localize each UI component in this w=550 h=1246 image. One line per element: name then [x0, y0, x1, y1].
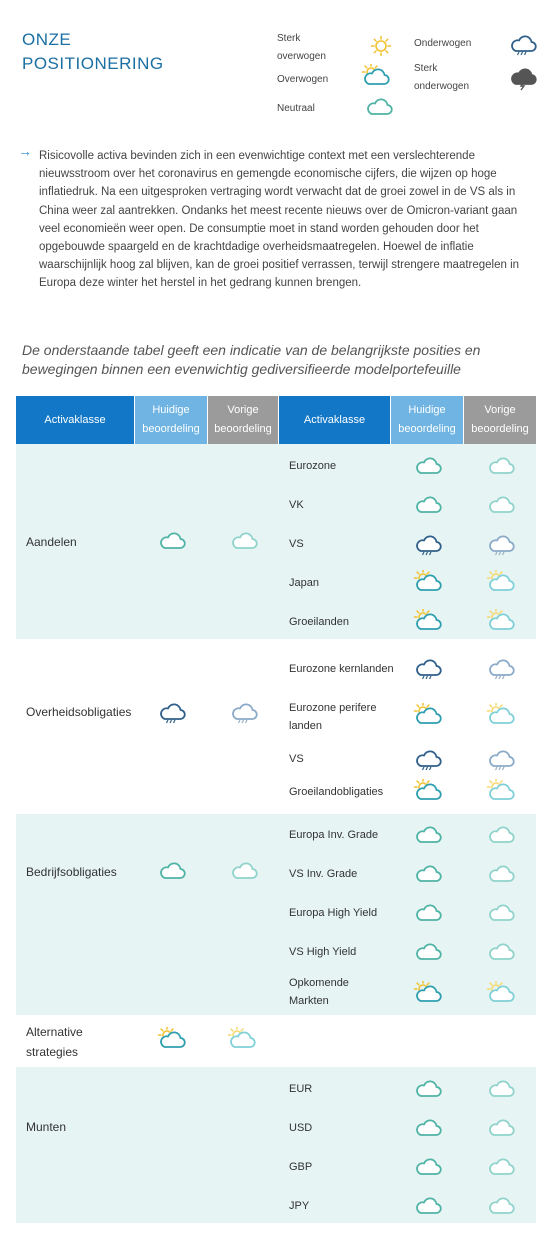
table-row: Eurozone perifere landen — [279, 696, 536, 738]
group-corporate-bonds — [16, 814, 536, 1015]
legend-label-overweight: Overwogen — [277, 74, 329, 85]
cloud-icon — [364, 94, 394, 118]
table-caption: De onderstaande tabel geeft een indicatie van de belangrijkste posities en bewegingen binnen een evenwichtig gediversifieerde modelportefeuille — [22, 342, 481, 377]
group-label: Overheidsobligaties — [26, 705, 132, 719]
legend-label-strongly-underweight: Sterk onderwogen — [414, 63, 470, 92]
group-label: Munten — [26, 1120, 67, 1134]
rain-cloud-icon — [486, 531, 516, 555]
group-label: Alternative strategies — [26, 1025, 83, 1059]
sun-cloud-icon — [486, 570, 516, 594]
group-label: Bedrijfsobligaties — [26, 865, 117, 879]
page-title: ONZE POSITIONERING — [22, 30, 164, 73]
rain-cloud-icon — [486, 655, 516, 679]
table-row: VS High Yield — [279, 932, 536, 971]
cloud-icon — [413, 822, 443, 846]
header-current-rating-sub: Huidige beoordeling — [391, 396, 463, 444]
rain-cloud-icon — [157, 699, 187, 723]
header-asset-class-sub: Activaklasse — [279, 396, 390, 444]
table-row: Eurozone kernlanden — [279, 648, 536, 690]
cloud-icon — [229, 528, 259, 552]
sun-cloud-icon — [413, 609, 443, 633]
table-row: Opkomende Markten — [279, 971, 536, 1013]
header-asset-class: Activaklasse — [16, 396, 134, 444]
rain-cloud-icon — [413, 531, 443, 555]
cloud-icon — [413, 453, 443, 477]
sun-cloud-icon — [486, 609, 516, 633]
sun-cloud-icon — [157, 1027, 187, 1051]
header-previous-rating: Vorige beoordeling — [208, 396, 278, 444]
sun-cloud-icon — [413, 779, 443, 803]
cloud-icon — [486, 822, 516, 846]
cloud-icon — [413, 1076, 443, 1100]
table-row: JPY — [279, 1186, 536, 1225]
legend-label-neutral: Neutraal — [277, 103, 315, 114]
sun-cloud-icon — [413, 981, 443, 1005]
cloud-icon — [413, 939, 443, 963]
arrow-right-icon: → — [18, 143, 32, 159]
header-previous-rating-sub: Vorige beoordeling — [464, 396, 536, 444]
group-government-bonds — [16, 642, 536, 812]
group-equities — [16, 444, 536, 639]
rain-cloud-icon — [508, 31, 538, 55]
legend-label-strongly-overweight: Sterk overwogen — [277, 33, 326, 62]
table-row: GBP — [279, 1147, 536, 1186]
table-row: VS Inv. Grade — [279, 854, 536, 893]
positioning-table — [16, 396, 536, 1212]
cloud-icon — [157, 858, 187, 882]
storm-cloud-icon — [508, 64, 538, 88]
rain-cloud-icon — [229, 699, 259, 723]
rain-cloud-icon — [413, 655, 443, 679]
group-label: Aandelen — [26, 535, 77, 549]
cloud-icon — [486, 453, 516, 477]
rain-cloud-icon — [413, 746, 443, 770]
table-row: VS — [279, 524, 536, 563]
cloud-icon — [486, 492, 516, 516]
cloud-icon — [157, 528, 187, 552]
intro-paragraph: Risicovolle activa bevinden zich in een evenwichtige context met een verslechterende nieuwsstroom over het coronavirus en gemengde economische cijfers, die wijzen op hoge inflatiedruk. Na een uitgesproken vertraging wordt verwacht dat de groei zowel in de VS als in China weer zal aantrekken. Ondanks het meest recente nieuws over de Omicron-variant gaan veel economieën weer open. De consumptie moet in stand worden gehouden door het opgebouwde spaargeld en de krachtdadige overheidsmaatregelen. Hoewel de inflatie waarschijnlijk hoog zal blijven, kan de groei positief verrassen, terwijl strengere maatregelen in Europa deze winter het herstel in het gedrang kunnen brengen. — [39, 150, 520, 290]
cloud-icon — [413, 492, 443, 516]
table-row: Groeilanden — [279, 602, 536, 641]
table-header — [16, 396, 536, 444]
table-row: VK — [279, 485, 536, 524]
table-row: Eurozone — [279, 446, 536, 485]
cloud-icon — [486, 939, 516, 963]
sun-cloud-icon — [486, 703, 516, 727]
cloud-icon — [413, 900, 443, 924]
sun-icon — [366, 34, 396, 58]
sun-cloud-icon — [413, 570, 443, 594]
table-row: USD — [279, 1108, 536, 1147]
table-row: Europa Inv. Grade — [279, 815, 536, 854]
cloud-icon — [486, 900, 516, 924]
sun-cloud-icon — [413, 703, 443, 727]
table-row: Japan — [279, 563, 536, 602]
cloud-icon — [413, 1154, 443, 1178]
sun-cloud-icon — [486, 981, 516, 1005]
legend-label-underweight: Onderwogen — [414, 38, 472, 49]
rain-cloud-icon — [486, 746, 516, 770]
group-alternative-strategies — [16, 1017, 536, 1065]
table-row: Europa High Yield — [279, 893, 536, 932]
group-currencies — [16, 1067, 536, 1223]
cloud-icon — [229, 858, 259, 882]
header-current-rating: Huidige beoordeling — [135, 396, 207, 444]
sun-cloud-icon — [486, 779, 516, 803]
table-row: Groeilandobligaties — [279, 772, 536, 811]
cloud-icon — [413, 861, 443, 885]
cloud-icon — [486, 1076, 516, 1100]
cloud-icon — [486, 1115, 516, 1139]
cloud-icon — [413, 1193, 443, 1217]
header — [0, 0, 550, 130]
cloud-icon — [413, 1115, 443, 1139]
cloud-icon — [486, 861, 516, 885]
table-row: EUR — [279, 1069, 536, 1108]
cloud-icon — [486, 1193, 516, 1217]
cloud-icon — [486, 1154, 516, 1178]
table-row: VS — [279, 739, 536, 778]
sun-cloud-icon — [227, 1027, 257, 1051]
sun-cloud-icon — [361, 64, 391, 88]
